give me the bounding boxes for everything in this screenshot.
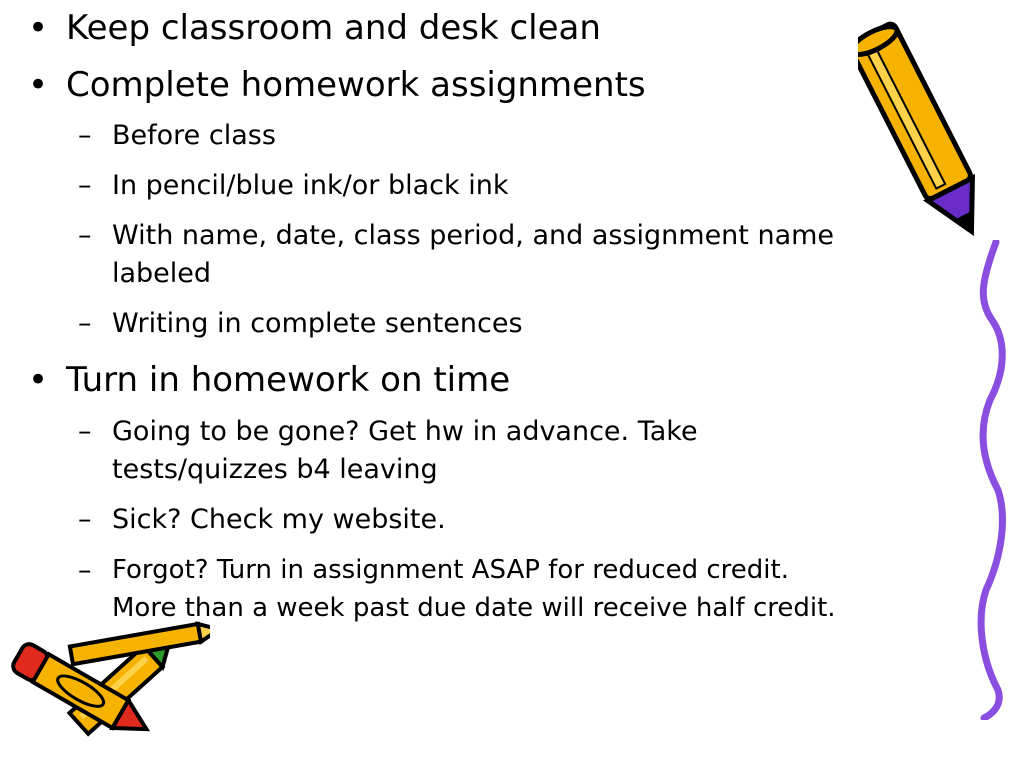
dash-icon: – bbox=[78, 555, 92, 586]
list-item: Keep classroom and desk clean bbox=[66, 8, 601, 48]
list-item: Turn in homework on time bbox=[66, 360, 511, 400]
sub-list-item: Sick? Check my website. bbox=[112, 504, 446, 535]
sub-list-item-line: Forgot? Turn in assignment ASAP for reduced credit. bbox=[112, 555, 789, 585]
sub-list-item: Before class bbox=[112, 120, 276, 151]
dash-icon: – bbox=[78, 308, 92, 339]
bullet-icon: • bbox=[28, 65, 49, 105]
dash-icon: – bbox=[78, 120, 92, 151]
dash-icon: – bbox=[78, 504, 92, 535]
sub-list-item-line: With name, date, class period, and assignment name bbox=[112, 220, 835, 251]
dash-icon: – bbox=[78, 170, 92, 201]
sub-list-item: Writing in complete sentences bbox=[112, 308, 523, 339]
dash-icon: – bbox=[78, 220, 92, 251]
sub-list-item-line: More than a week past due date will receive half credit. bbox=[112, 593, 836, 623]
list-item: Complete homework assignments bbox=[66, 65, 646, 105]
sub-list-item: In pencil/blue ink/or black ink bbox=[112, 170, 509, 201]
bullet-icon: • bbox=[28, 360, 49, 400]
sub-list-item-line: Going to be gone? Get hw in advance. Take bbox=[112, 416, 698, 447]
squiggle-line bbox=[972, 240, 1012, 720]
sub-list-item-line: tests/quizzes b4 leaving bbox=[112, 454, 438, 485]
sub-list-item-line: labeled bbox=[112, 258, 212, 289]
crayon-icon bbox=[0, 610, 210, 765]
bullet-icon: • bbox=[28, 8, 49, 48]
dash-icon: – bbox=[78, 416, 92, 447]
pencil-icon bbox=[858, 2, 1008, 247]
